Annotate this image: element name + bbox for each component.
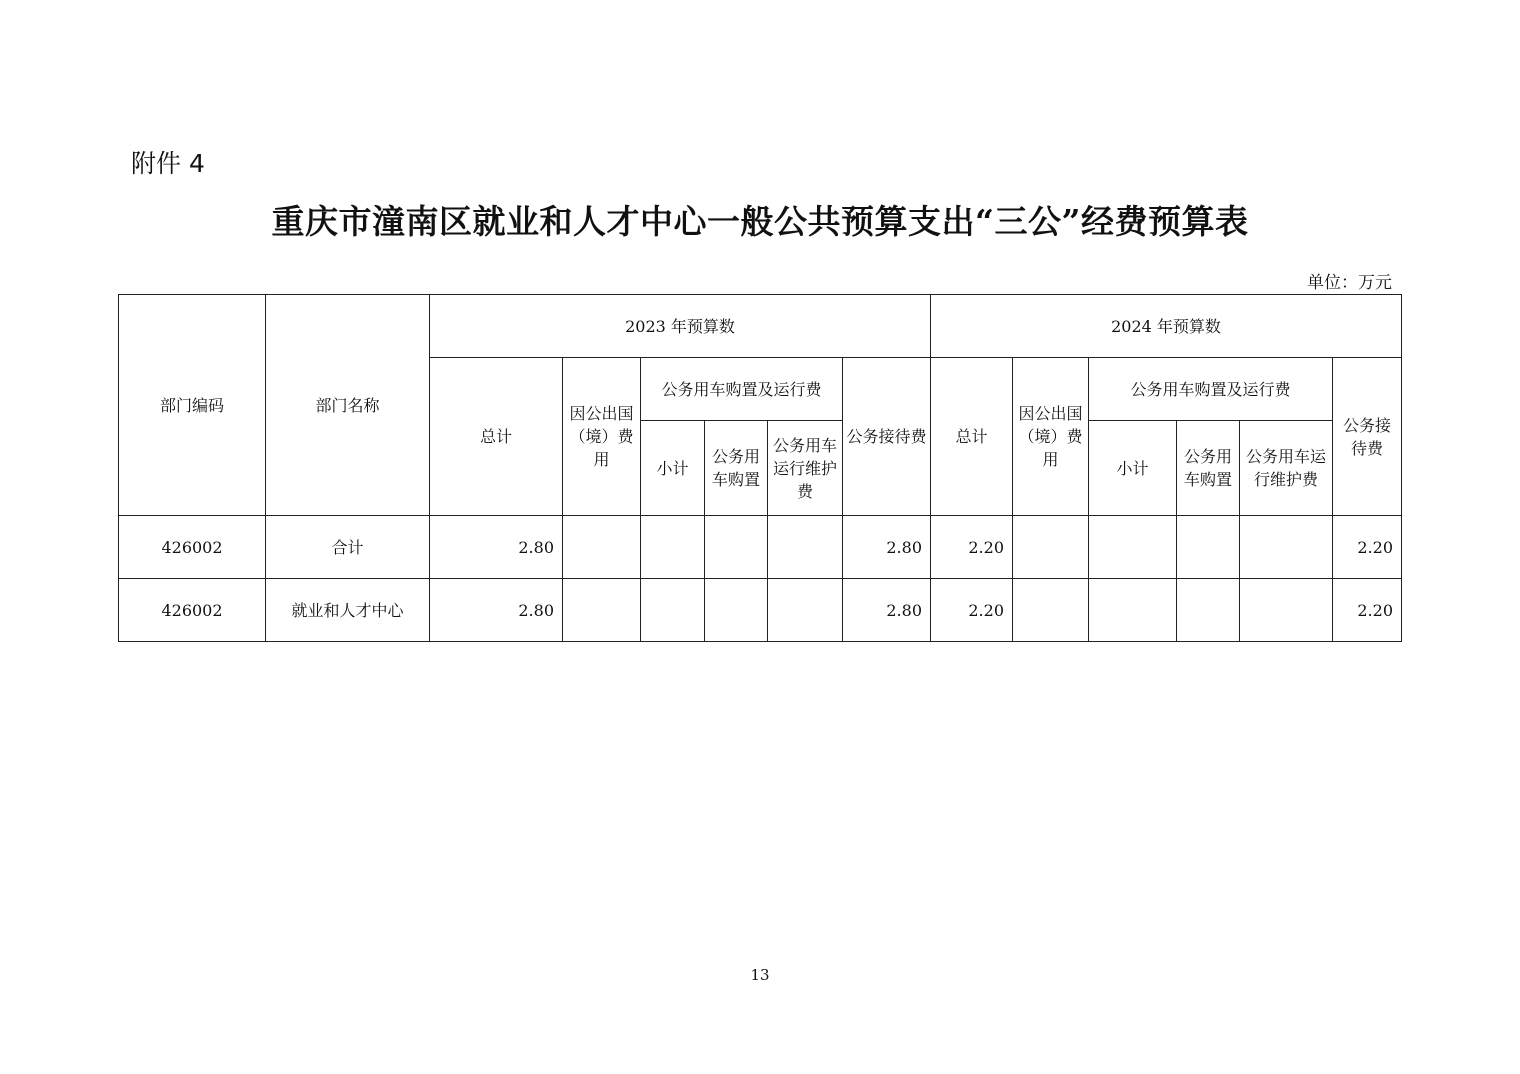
cell-2024-abroad xyxy=(1013,516,1089,579)
cell-code: 426002 xyxy=(119,579,266,642)
cell-2024-total: 2.20 xyxy=(931,516,1013,579)
cell-2023-maint xyxy=(768,516,843,579)
header-abroad-2023: 因公出国（境）费用 xyxy=(563,358,641,516)
cell-2024-subtotal xyxy=(1089,579,1177,642)
cell-code: 426002 xyxy=(119,516,266,579)
header-subtotal-2023: 小计 xyxy=(641,421,705,516)
cell-2024-total: 2.20 xyxy=(931,579,1013,642)
cell-2024-abroad xyxy=(1013,579,1089,642)
header-abroad-2024: 因公出国（境）费用 xyxy=(1013,358,1089,516)
cell-name: 就业和人才中心 xyxy=(266,579,430,642)
cell-2024-purchase xyxy=(1177,579,1240,642)
cell-2023-reception: 2.80 xyxy=(843,579,931,642)
attachment-label: 附件 4 xyxy=(131,149,205,178)
header-year-2024: 2024 年预算数 xyxy=(931,295,1402,358)
header-dept-code: 部门编码 xyxy=(119,295,266,516)
cell-2024-subtotal xyxy=(1089,516,1177,579)
cell-2023-subtotal xyxy=(641,579,705,642)
header-vehicle-group-2023: 公务用车购置及运行费 xyxy=(641,358,843,421)
cell-2023-reception: 2.80 xyxy=(843,516,931,579)
cell-2023-purchase xyxy=(705,579,768,642)
header-total-2024: 总计 xyxy=(931,358,1013,516)
header-subtotal-2024: 小计 xyxy=(1089,421,1177,516)
cell-2023-purchase xyxy=(705,516,768,579)
cell-2024-reception: 2.20 xyxy=(1333,579,1402,642)
header-vehicle-group-2024: 公务用车购置及运行费 xyxy=(1089,358,1333,421)
header-reception-2024: 公务接待费 xyxy=(1333,358,1402,516)
cell-2024-maint xyxy=(1240,516,1333,579)
header-vehicle-maint-2023: 公务用车运行维护费 xyxy=(768,421,843,516)
cell-2023-subtotal xyxy=(641,516,705,579)
budget-table xyxy=(118,294,1402,642)
table-row xyxy=(119,579,1402,642)
cell-2023-abroad xyxy=(563,516,641,579)
page-number: 13 xyxy=(750,966,770,984)
cell-2023-abroad xyxy=(563,579,641,642)
cell-2023-total: 2.80 xyxy=(430,516,563,579)
cell-2024-purchase xyxy=(1177,516,1240,579)
cell-2024-reception: 2.20 xyxy=(1333,516,1402,579)
header-reception-2023: 公务接待费 xyxy=(843,358,931,516)
unit-label: 单位：万元 xyxy=(1307,273,1392,293)
header-total-2023: 总计 xyxy=(430,358,563,516)
header-vehicle-maint-2024: 公务用车运行维护费 xyxy=(1240,421,1333,516)
page-title: 重庆市潼南区就业和人才中心一般公共预算支出“三公”经费预算表 xyxy=(271,202,1249,241)
cell-2023-maint xyxy=(768,579,843,642)
header-year-2023: 2023 年预算数 xyxy=(430,295,931,358)
cell-2023-total: 2.80 xyxy=(430,579,563,642)
header-vehicle-purchase-2023: 公务用车购置 xyxy=(705,421,768,516)
cell-2024-maint xyxy=(1240,579,1333,642)
table-row xyxy=(119,516,1402,579)
header-dept-name: 部门名称 xyxy=(266,295,430,516)
header-vehicle-purchase-2024: 公务用车购置 xyxy=(1177,421,1240,516)
cell-name: 合计 xyxy=(266,516,430,579)
